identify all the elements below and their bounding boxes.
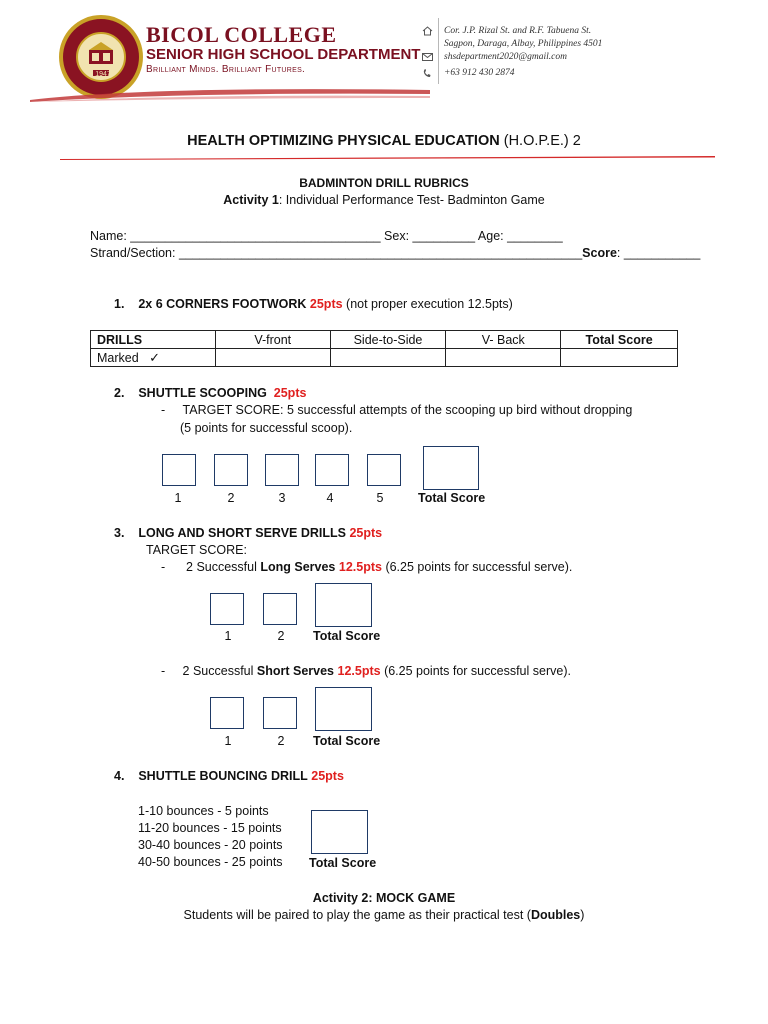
activity2-text-prefix: Students will be paired to play the game as their practical test ( xyxy=(183,908,531,922)
scoop-label-2: 2 xyxy=(227,491,235,505)
section4-number: 4. xyxy=(114,769,125,783)
section2-target-line1 xyxy=(161,403,632,417)
marked-label: Marked xyxy=(97,350,139,365)
rubric-heading: BADMINTON DRILL RUBRICS xyxy=(299,176,469,190)
scoop-total-label: Total Score xyxy=(418,491,486,505)
activity2-text-bold: Doubles xyxy=(530,908,581,922)
long-serve-box-1[interactable] xyxy=(210,593,244,625)
address-line-2: Sagpon, Daraga, Albay, Philippines 4501 xyxy=(444,39,603,49)
section2-number: 2. xyxy=(114,386,125,400)
table-cell-total-score[interactable] xyxy=(561,349,678,367)
title-main: HEALTH OPTIMIZING PHYSICAL EDUCATION xyxy=(187,133,500,149)
scoop-label-5: 5 xyxy=(376,491,384,505)
student-info-line-1 xyxy=(90,229,563,243)
section1-points: 25pts xyxy=(309,297,343,311)
department-name: SENIOR HIGH SCHOOL DEPARTMENT xyxy=(146,46,421,63)
table-cell-side-to-side[interactable] xyxy=(330,349,446,367)
section3-target-label: TARGET SCORE: xyxy=(146,543,247,557)
bounce-scale-item: 11-20 bounces - 15 points xyxy=(138,821,282,835)
table-cell-v-front[interactable] xyxy=(215,349,330,367)
long-serve-points: 12.5pts xyxy=(338,560,382,574)
short-serve-line xyxy=(161,664,571,678)
contact-address-row xyxy=(420,24,591,38)
contact-address-row-2 xyxy=(444,37,602,51)
activity2-text xyxy=(0,908,768,922)
table-header-v-front: V-front xyxy=(215,331,330,349)
short-serve-total-label: Total Score xyxy=(313,734,381,748)
activity1-line xyxy=(0,193,768,207)
strand-label: Strand/Section: xyxy=(90,246,179,260)
section3-title: LONG AND SHORT SERVE DRILLS xyxy=(138,526,346,540)
house-icon xyxy=(420,25,434,37)
scoop-label-1: 1 xyxy=(174,491,182,505)
bounce-scale-item: 30-40 bounces - 20 points xyxy=(138,838,283,852)
long-serve-box-2[interactable] xyxy=(263,593,297,625)
section2-target-text: TARGET SCORE: 5 successful attempts of the scooping up bird without dropping xyxy=(182,403,633,417)
bounce-total-box[interactable] xyxy=(311,810,368,854)
activity2-heading: Activity 2: MOCK GAME xyxy=(312,891,456,905)
score-field[interactable]: : ___________ xyxy=(616,246,701,260)
short-serve-total-box[interactable] xyxy=(315,687,372,731)
address-line-1: Cor. J.P. Rizal St. and R.F. Tabuena St. xyxy=(444,26,592,36)
student-info-line-2 xyxy=(90,246,700,260)
table-cell-marked xyxy=(91,349,216,367)
section2-dash: - xyxy=(161,403,166,417)
footwork-drills-table xyxy=(90,330,678,367)
sex-label: Sex: xyxy=(380,229,413,243)
document-title xyxy=(0,133,768,149)
scoop-box-2[interactable] xyxy=(214,454,248,486)
section2-title: SHUTTLE SCOOPING xyxy=(138,386,267,400)
activity1-text: : Individual Performance Test- Badminton Game xyxy=(278,193,545,207)
section4-title: SHUTTLE BOUNCING DRILL xyxy=(138,769,308,783)
scoop-box-1[interactable] xyxy=(162,454,196,486)
contact-email-row xyxy=(420,50,567,64)
age-field[interactable]: ________ xyxy=(507,229,563,243)
section3-heading xyxy=(114,526,382,540)
table-header-side-to-side: Side-to-Side xyxy=(330,331,446,349)
activity2-text-suffix: ) xyxy=(580,908,585,922)
phone-number: +63 912 430 2874 xyxy=(444,68,515,78)
check-icon: ✓ xyxy=(149,349,161,365)
short-serve-box-1[interactable] xyxy=(210,697,244,729)
scoop-label-4: 4 xyxy=(326,491,334,505)
short-serve-label-1: 1 xyxy=(224,734,232,748)
table-header-total-score: Total Score xyxy=(561,331,678,349)
short-serve-box-2[interactable] xyxy=(263,697,297,729)
college-name: BICOL COLLEGE xyxy=(146,22,337,47)
bounce-total-label: Total Score xyxy=(309,856,377,870)
activity1-label: Activity 1 xyxy=(223,193,279,207)
long-serve-total-label: Total Score xyxy=(313,629,381,643)
table-header-row xyxy=(91,331,678,349)
bounce-scale-item: 40-50 bounces - 25 points xyxy=(138,855,283,869)
short-serve-prefix: 2 Successful xyxy=(182,664,257,678)
section4-points: 25pts xyxy=(311,769,344,783)
long-serve-prefix: 2 Successful xyxy=(186,560,261,574)
long-serve-bold: Long Serves xyxy=(260,560,336,574)
table-header-drills: DRILLS xyxy=(91,331,216,349)
short-serve-bold: Short Serves xyxy=(256,664,335,678)
section1-heading xyxy=(114,297,513,311)
short-serve-label-2: 2 xyxy=(277,734,285,748)
seal-year: 1947 xyxy=(95,71,111,78)
age-label: Age: xyxy=(475,229,508,243)
envelope-icon xyxy=(420,51,434,63)
long-serve-dash: - xyxy=(161,560,166,574)
long-serve-label-2: 2 xyxy=(277,629,285,643)
score-label: Score xyxy=(582,246,617,260)
short-serve-points: 12.5pts xyxy=(337,664,381,678)
long-serve-label-1: 1 xyxy=(224,629,232,643)
short-serve-dash: - xyxy=(161,664,166,678)
long-serve-line xyxy=(161,560,572,574)
header-swoosh-decoration xyxy=(30,84,430,102)
strand-field[interactable]: __________________________________________________________ xyxy=(178,246,583,260)
title-suffix: (H.O.P.E.) 2 xyxy=(499,133,581,149)
section3-points: 25pts xyxy=(349,526,383,540)
college-tagline: Brilliant Minds. Brilliant Futures. xyxy=(146,64,306,75)
section2-points: 25pts xyxy=(273,386,307,400)
section4-heading xyxy=(114,769,344,783)
scoop-box-5[interactable] xyxy=(367,454,401,486)
table-row xyxy=(91,349,678,367)
table-cell-v-back[interactable] xyxy=(446,349,561,367)
short-serve-note: (6.25 points for successful serve). xyxy=(380,664,571,678)
section1-note: (not proper execution 12.5pts) xyxy=(342,297,513,311)
name-label: Name: xyxy=(90,229,131,243)
name-field[interactable]: ____________________________________ xyxy=(130,229,381,243)
scoop-label-3: 3 xyxy=(278,491,286,505)
section3-number: 3. xyxy=(114,526,125,540)
scoop-box-3[interactable] xyxy=(265,454,299,486)
contact-phone-row xyxy=(420,66,515,80)
section1-number: 1. xyxy=(114,297,125,311)
table-header-v-back: V- Back xyxy=(446,331,561,349)
scoop-total-box[interactable] xyxy=(423,446,479,490)
email-address: shsdepartment2020@gmail.com xyxy=(444,52,567,62)
sex-field[interactable]: _________ xyxy=(412,229,476,243)
section2-heading xyxy=(114,386,306,400)
bounce-scale-item: 1-10 bounces - 5 points xyxy=(138,804,269,818)
section1-title: 2x 6 CORNERS FOOTWORK xyxy=(138,297,307,311)
section2-target-line2: (5 points for successful scoop). xyxy=(180,421,353,435)
title-rule xyxy=(60,154,715,160)
scoop-box-4[interactable] xyxy=(315,454,349,486)
phone-icon xyxy=(420,67,434,79)
long-serve-note: (6.25 points for successful serve). xyxy=(381,560,573,574)
long-serve-total-box[interactable] xyxy=(315,583,372,627)
